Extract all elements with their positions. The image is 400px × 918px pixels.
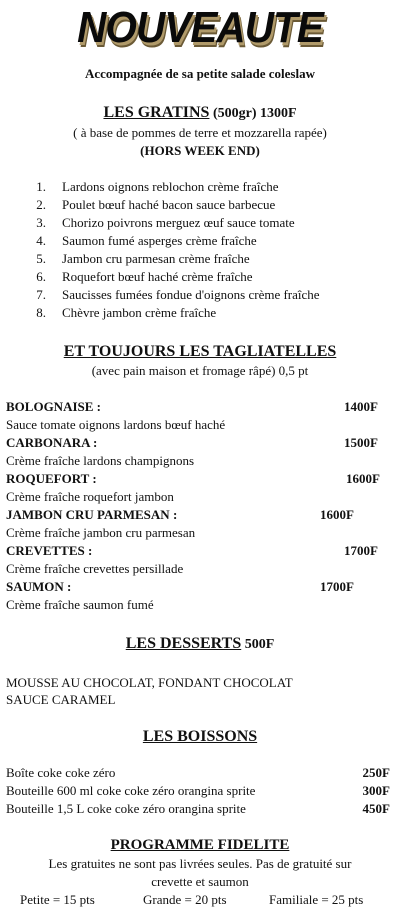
desserts-text — [6, 674, 394, 708]
table-row — [6, 596, 394, 614]
desserts-price: 500F — [241, 637, 275, 652]
item-text: Jambon cru parmesan crème fraîche — [62, 251, 250, 266]
pasta-name: BOLOGNAISE : — [6, 399, 101, 414]
pasta-price: 1600F — [320, 507, 354, 522]
pasta-description: Crème fraîche roquefort jambon — [6, 489, 174, 504]
tagliatelles-title: ET TOUJOURS LES TAGLIATELLES — [63, 343, 337, 360]
table-row — [6, 434, 394, 452]
fidelite-title: PROGRAMME FIDELITE — [110, 837, 290, 853]
gratins-title: LES GRATINS — [103, 104, 210, 121]
gratins-heading — [0, 103, 400, 124]
item-number: 8. — [36, 305, 46, 320]
table-row — [6, 560, 394, 578]
pasta-description: Crème fraîche jambon cru parmesan — [6, 525, 196, 540]
item-text: Chorizo poivrons merguez œuf sauce tomate — [62, 215, 295, 230]
pasta-description: Crème fraîche saumon fumé — [6, 597, 154, 612]
fidelite-petite: Petite = 15 pts — [20, 892, 95, 907]
pasta-price: 1500F — [344, 435, 378, 450]
fidelite-familiale: Familiale = 25 pts — [269, 892, 364, 907]
fidelite-heading — [0, 835, 400, 855]
fidelite-grande: Grande = 20 pts — [143, 892, 227, 907]
desserts-title: LES DESSERTS — [125, 635, 242, 652]
table-row — [6, 398, 394, 416]
item-number: 4. — [36, 233, 46, 248]
pasta-price: 1700F — [344, 543, 378, 558]
drink-price: 450F — [362, 801, 390, 816]
item-text: Poulet bœuf haché bacon sauce barbecue — [62, 197, 276, 212]
desserts-line-2: SAUCE CARAMEL — [6, 692, 116, 707]
pasta-name: ROQUEFORT : — [6, 471, 97, 486]
drink-name: Boîte coke coke zéro — [6, 765, 116, 780]
item-text: Lardons oignons reblochon crème fraîche — [62, 179, 279, 194]
pasta-price: 1400F — [344, 399, 378, 414]
fidelite-line-1: Les gratuites ne sont pas livrées seules. Pas de gratuité sur — [48, 856, 352, 871]
table-row — [6, 782, 390, 799]
page-subtitle: Accompagnée de sa petite salade coleslaw — [85, 66, 315, 81]
item-text: Roquefort bœuf haché crème fraîche — [62, 269, 253, 284]
drink-name: Bouteille 600 ml coke coke zéro orangina sprite — [6, 783, 256, 798]
page-title: NOUVEAUTE — [77, 3, 323, 52]
tagliatelles-heading — [0, 342, 400, 362]
drink-price: 300F — [362, 783, 390, 798]
pasta-description: Crème fraîche lardons champignons — [6, 453, 195, 468]
item-number: 6. — [36, 269, 46, 284]
item-number: 1. — [36, 179, 46, 194]
item-text: Chèvre jambon crème fraîche — [62, 305, 217, 320]
table-row — [6, 452, 394, 470]
pasta-description: Sauce tomate oignons lardons bœuf haché — [6, 417, 226, 432]
table-row — [6, 524, 394, 542]
item-text: Saumon fumé asperges crème fraîche — [62, 233, 257, 248]
table-row — [6, 800, 390, 817]
table-row — [6, 470, 394, 488]
table-row — [6, 542, 394, 560]
gratins-base: ( à base de pommes de terre et mozzarella rapée) — [73, 125, 327, 140]
gratins-note: (HORS WEEK END) — [140, 143, 260, 158]
item-text: Saucisses fumées fondue d'oignons crème fraîche — [62, 287, 320, 302]
table-row — [6, 416, 394, 434]
boissons-title: LES BOISSONS — [142, 728, 258, 745]
fidelite-line-2: crevette et saumon — [151, 874, 249, 889]
desserts-line-1: MOUSSE AU CHOCOLAT, FONDANT CHOCOLAT — [6, 675, 293, 690]
item-number: 3. — [36, 215, 46, 230]
item-number: 2. — [36, 197, 46, 212]
item-number: 7. — [36, 287, 46, 302]
fidelite-points — [0, 891, 400, 908]
boissons-heading — [0, 727, 400, 747]
drink-price: 250F — [362, 765, 390, 780]
table-row — [6, 764, 390, 781]
pasta-price: 1700F — [320, 579, 354, 594]
tagliatelles-subtitle: (avec pain maison et fromage râpé) 0,5 pt — [91, 363, 309, 378]
pasta-name: JAMBON CRU PARMESAN : — [6, 507, 178, 522]
pasta-name: CARBONARA : — [6, 435, 98, 450]
desserts-heading — [0, 634, 400, 655]
pasta-price: 1600F — [346, 471, 380, 486]
item-number: 5. — [36, 251, 46, 266]
table-row — [6, 506, 394, 524]
gratins-detail: (500gr) 1300F — [209, 106, 297, 121]
pasta-name: CREVETTES : — [6, 543, 93, 558]
pasta-name: SAUMON : — [6, 579, 72, 594]
pasta-description: Crème fraîche crevettes persillade — [6, 561, 184, 576]
table-row — [6, 578, 394, 596]
table-row — [6, 488, 394, 506]
drink-name: Bouteille 1,5 L coke coke zéro orangina sprite — [6, 801, 246, 816]
